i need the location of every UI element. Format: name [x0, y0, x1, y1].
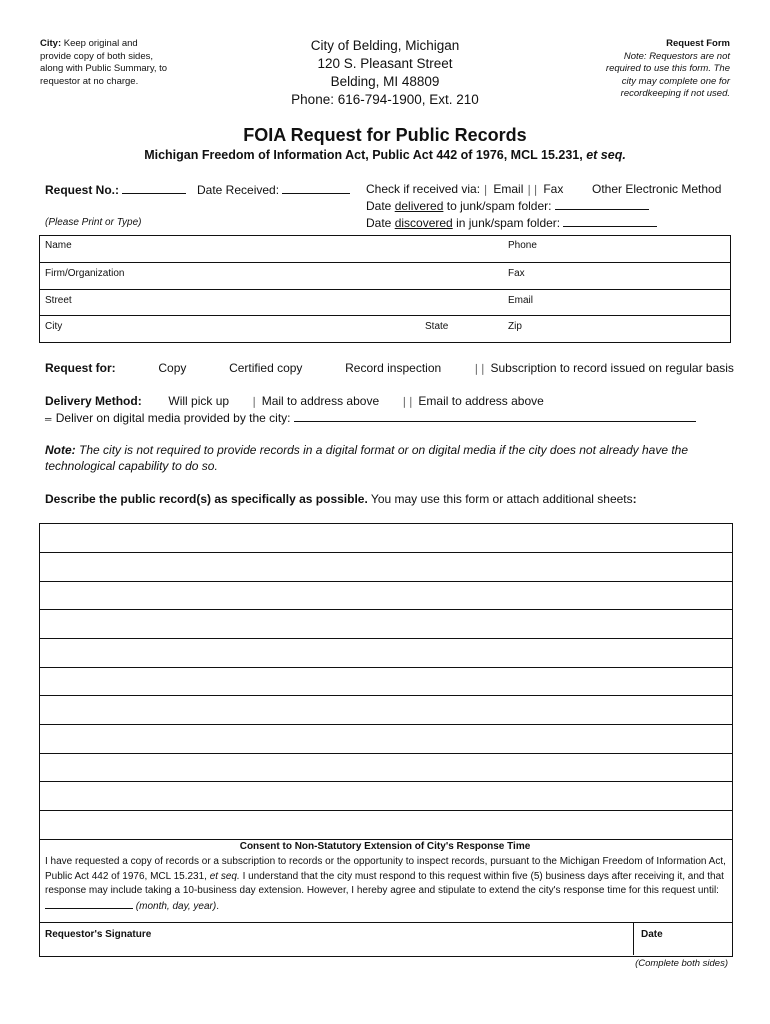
date-received-label: Date Received: — [197, 183, 280, 197]
discovered-pre: Date — [366, 216, 392, 230]
signature-date-label: Date — [641, 929, 663, 940]
via-email-label: Email — [493, 182, 524, 196]
description-line — [39, 609, 733, 610]
request-no-label: Request No.: — [45, 183, 120, 197]
delivered-word: delivered — [394, 199, 444, 213]
footer-note: (Complete both sides) — [635, 958, 728, 969]
city-address-block — [270, 37, 500, 109]
firm-label: Firm/Organization — [45, 268, 125, 279]
option-digital-media[interactable]: Deliver on digital media provided by the city: — [55, 411, 291, 425]
request-for-label: Request for: — [45, 361, 116, 375]
option-copy[interactable]: Copy — [158, 361, 187, 375]
fax-checkbox[interactable]: ││ — [526, 185, 540, 195]
header-left-text: Keep original and provide copy of both sides, along with Public Summary, to requestor at no charge. — [40, 38, 168, 87]
email-label: Email — [508, 295, 534, 306]
description-line — [39, 667, 733, 668]
request-form-optional-note: Note: Requestors are not required to use this form. The city may complete one for recordkeeping if not used. — [605, 50, 730, 99]
received-via-row — [366, 182, 736, 196]
via-fax-label: Fax — [543, 182, 564, 196]
description-line — [39, 552, 733, 553]
city-phone: Phone: 616-794-1900, Ext. 210 — [291, 92, 479, 107]
date-discovered-row — [366, 215, 657, 230]
consent-text — [45, 855, 727, 914]
request-for-row — [45, 361, 745, 375]
email-checkbox[interactable]: │ — [483, 185, 491, 195]
consent-date-blank[interactable] — [45, 899, 133, 909]
page-title: FOIA Request for Public Records — [243, 125, 527, 145]
via-other-label: Other Electronic Method — [592, 182, 722, 196]
option-mail[interactable]: Mail to address above — [261, 394, 380, 408]
check-received-label: Check if received via: — [366, 182, 481, 196]
option-record-inspection[interactable]: Record inspection — [345, 361, 442, 375]
contact-divider — [39, 262, 731, 263]
consent-text-a: I have requested a copy of records or a subscription to records or the opportunity to inspect records, pursuant to the Michigan Freedom of Information Act, Public Act 442 of 1976, MCL 15.231, — [45, 856, 726, 882]
street-label: Street — [45, 295, 72, 306]
date-delivered-blank[interactable] — [555, 198, 649, 210]
phone-label: Phone — [508, 240, 537, 251]
contact-divider — [39, 315, 731, 316]
email-delivery-checkbox[interactable]: ││ — [401, 397, 416, 407]
description-line — [39, 781, 733, 782]
subtitle-italic: et seq. — [586, 148, 626, 162]
state-label: State — [425, 321, 449, 332]
consent-date-hint: (month, day, year) — [135, 900, 217, 912]
option-will-pick-up[interactable]: Will pick up — [168, 394, 230, 408]
delivered-pre: Date — [366, 199, 392, 213]
note-label: Note: — [45, 443, 76, 457]
subscription-checkbox[interactable]: ││ — [473, 364, 488, 374]
option-email-delivery[interactable]: Email to address above — [418, 394, 544, 408]
digital-media-checkbox[interactable]: ═ — [45, 414, 53, 424]
discovered-word: discovered — [394, 216, 453, 230]
consent-text-italic: et seq. — [209, 870, 240, 882]
request-form-note — [590, 38, 730, 101]
delivered-post: to junk/spam folder: — [446, 199, 552, 213]
describe-instructions — [45, 492, 745, 506]
request-no-blank[interactable] — [122, 182, 186, 194]
delivery-method-row — [45, 394, 745, 408]
description-line — [39, 638, 733, 639]
consent-period: . — [216, 900, 219, 912]
subtitle-text: Michigan Freedom of Information Act, Public Act 442 of 1976, MCL 15.231, — [144, 148, 583, 162]
header-left-note — [40, 38, 170, 88]
zip-label: Zip — [508, 321, 522, 332]
contact-divider — [39, 289, 731, 290]
describe-rest: You may use this form or attach additional sheets — [370, 492, 633, 506]
date-discovered-blank[interactable] — [563, 215, 657, 227]
request-form-title: Request Form — [666, 38, 730, 49]
fax-label: Fax — [508, 268, 525, 279]
consent-text-b: I understand that the city must respond to this request within five (5) business days after receiving it, and that response may include taking a 10-business day extension. However, I hereby agree and stipulate to extend the city's response time for this request until: — [45, 870, 724, 896]
option-subscription[interactable]: Subscription to record issued on regular basis — [490, 361, 734, 375]
print-note: (Please Print or Type) — [45, 217, 142, 228]
description-line — [39, 810, 733, 811]
city-zip: Belding, MI 48809 — [330, 74, 440, 89]
page-subtitle — [0, 148, 770, 162]
date-received-field — [197, 182, 350, 197]
date-received-blank[interactable] — [282, 182, 350, 194]
date-delivered-row — [366, 198, 649, 213]
city-name: City of Belding, Michigan — [310, 38, 460, 53]
digital-media-blank[interactable] — [294, 410, 696, 422]
header-left-label: City: — [40, 38, 62, 49]
note-text: The city is not required to provide records in a digital format or on digital media if the city does not already have the technological capability to do so. — [45, 443, 689, 473]
description-line — [39, 581, 733, 582]
city-label: City — [45, 321, 63, 332]
signature-date-field[interactable] — [634, 922, 731, 955]
digital-media-row — [45, 410, 745, 425]
requestor-signature-label: Requestor's Signature — [45, 929, 152, 940]
description-line — [39, 724, 733, 725]
description-line — [39, 753, 733, 754]
consent-title: Consent to Non-Statutory Extension of City's Response Time — [239, 841, 531, 852]
discovered-post: in junk/spam folder: — [456, 216, 561, 230]
signature-field[interactable] — [39, 922, 633, 955]
request-no-field — [45, 182, 186, 197]
city-street: 120 S. Pleasant Street — [317, 56, 453, 71]
delivery-method-label: Delivery Method: — [45, 394, 142, 408]
name-label: Name — [45, 240, 72, 251]
description-line — [39, 695, 733, 696]
mail-checkbox[interactable]: │ — [251, 397, 259, 407]
option-certified-copy[interactable]: Certified copy — [229, 361, 303, 375]
digital-format-note — [45, 442, 735, 474]
describe-colon: : — [632, 492, 637, 506]
describe-bold: Describe the public record(s) as specifically as possible. — [45, 492, 368, 506]
description-line — [39, 839, 733, 840]
